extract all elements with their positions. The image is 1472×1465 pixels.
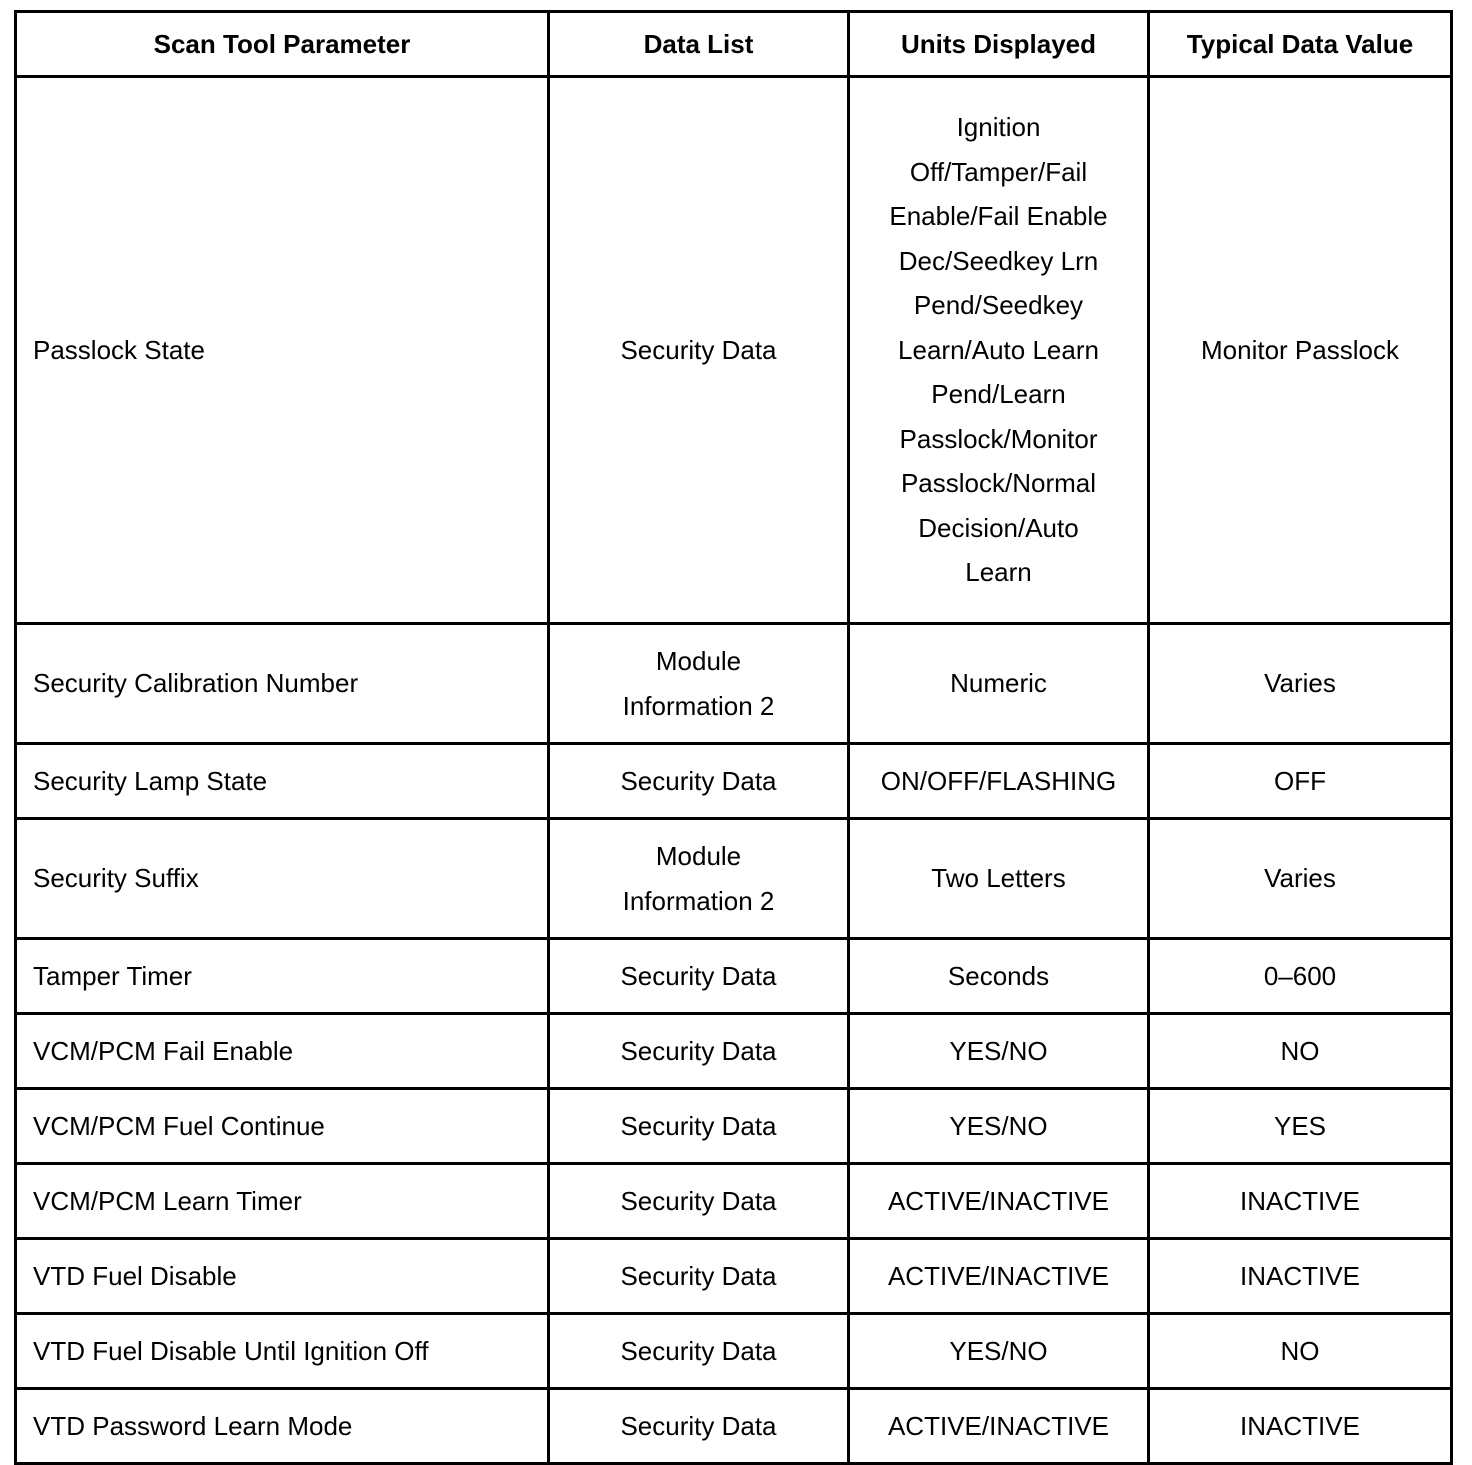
typical-value-cell: Monitor Passlock	[1149, 77, 1452, 624]
data-list-cell: Security Data	[549, 939, 849, 1014]
data-list-cell	[549, 819, 849, 939]
units-cell: Two Letters	[849, 819, 1149, 939]
typical-value-cell: YES	[1149, 1089, 1452, 1164]
header-units-displayed: Units Displayed	[849, 12, 1149, 77]
units-cell: ON/OFF/FLASHING	[849, 744, 1149, 819]
typical-value-cell: OFF	[1149, 744, 1452, 819]
parameter-cell: Security Suffix	[16, 819, 549, 939]
data-list-line: Information 2	[622, 885, 775, 916]
typical-value-cell: NO	[1149, 1314, 1452, 1389]
units-line: Passlock/Normal	[900, 468, 1097, 499]
data-list-cell: Security Data	[549, 1164, 849, 1239]
units-line: Decision/Auto	[918, 512, 1079, 543]
parameter-cell: VTD Fuel Disable Until Ignition Off	[16, 1314, 549, 1389]
data-list-cell: Security Data	[549, 1389, 849, 1464]
table-row	[16, 1389, 1452, 1464]
parameter-cell: Security Calibration Number	[16, 624, 549, 744]
units-cell: YES/NO	[849, 1089, 1149, 1164]
data-list-line: Information 2	[622, 690, 775, 721]
typical-value-cell: 0–600	[1149, 939, 1452, 1014]
parameter-cell: VTD Fuel Disable	[16, 1239, 549, 1314]
parameter-cell: VTD Password Learn Mode	[16, 1389, 549, 1464]
parameter-cell: VCM/PCM Fail Enable	[16, 1014, 549, 1089]
table-row	[16, 939, 1452, 1014]
parameter-cell: VCM/PCM Fuel Continue	[16, 1089, 549, 1164]
typical-value-cell: Varies	[1149, 624, 1452, 744]
typical-value-cell: INACTIVE	[1149, 1389, 1452, 1464]
table-row	[16, 77, 1452, 624]
data-list-line: Module	[655, 841, 742, 871]
units-line: Pend/Learn	[931, 379, 1066, 410]
data-list-cell: Security Data	[549, 744, 849, 819]
data-list-cell: Security Data	[549, 1089, 849, 1164]
units-line: Enable/Fail Enable	[889, 201, 1108, 232]
units-line: Dec/Seedkey Lrn	[898, 245, 1099, 276]
parameter-cell: VCM/PCM Learn Timer	[16, 1164, 549, 1239]
units-cell: Seconds	[849, 939, 1149, 1014]
data-list-cell: Security Data	[549, 1239, 849, 1314]
units-line: Learn/Auto Learn	[898, 334, 1099, 365]
table-row	[16, 1014, 1452, 1089]
typical-value-cell: Varies	[1149, 819, 1452, 939]
units-line: Ignition	[956, 112, 1041, 143]
units-cell: YES/NO	[849, 1014, 1149, 1089]
units-line: Pend/Seedkey	[913, 290, 1084, 321]
units-cell: ACTIVE/INACTIVE	[849, 1164, 1149, 1239]
header-row	[16, 12, 1452, 77]
data-list-cell: Security Data	[549, 1014, 849, 1089]
table-row	[16, 744, 1452, 819]
table-row	[16, 624, 1452, 744]
units-line: Passlock/Monitor	[899, 423, 1098, 454]
data-list-cell: Security Data	[549, 77, 849, 624]
header-data-list: Data List	[549, 12, 849, 77]
table-row	[16, 1089, 1452, 1164]
scan-tool-data-table	[14, 10, 1453, 1465]
parameter-cell: Security Lamp State	[16, 744, 549, 819]
table-row	[16, 819, 1452, 939]
table-row	[16, 1164, 1452, 1239]
data-list-cell	[549, 624, 849, 744]
units-cell: YES/NO	[849, 1314, 1149, 1389]
data-list-cell: Security Data	[549, 1314, 849, 1389]
units-cell: Numeric	[849, 624, 1149, 744]
typical-value-cell: INACTIVE	[1149, 1239, 1452, 1314]
typical-value-cell: NO	[1149, 1014, 1452, 1089]
table-row	[16, 1239, 1452, 1314]
parameter-cell: Tamper Timer	[16, 939, 549, 1014]
data-list-line: Module	[655, 646, 742, 676]
table-row	[16, 1314, 1452, 1389]
typical-value-cell: INACTIVE	[1149, 1164, 1452, 1239]
header-scan-tool-parameter: Scan Tool Parameter	[16, 12, 549, 77]
units-cell: ACTIVE/INACTIVE	[849, 1389, 1149, 1464]
units-cell: ACTIVE/INACTIVE	[849, 1239, 1149, 1314]
units-line: Learn	[965, 557, 1032, 588]
units-line: Off/Tamper/Fail	[909, 156, 1088, 187]
header-typical-data-value: Typical Data Value	[1149, 12, 1452, 77]
parameter-cell: Passlock State	[16, 77, 549, 624]
units-cell	[849, 77, 1149, 624]
